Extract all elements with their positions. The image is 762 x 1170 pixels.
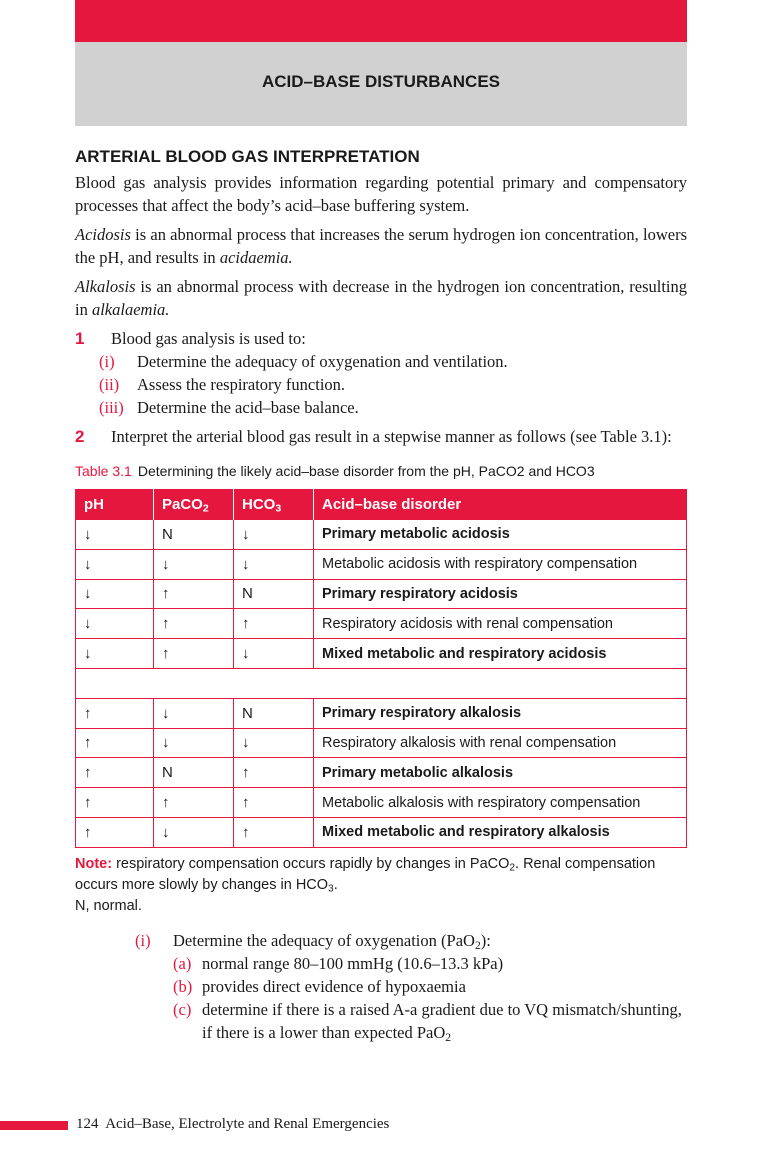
subitem-sub: 2 <box>445 1031 452 1044</box>
acidosis-term: Acidosis <box>75 225 131 244</box>
ph-cell: ↓ <box>76 609 154 639</box>
note-text: . Renal compensation occurs more slowly by changes in HCO <box>75 855 656 893</box>
ph-cell: ↓ <box>76 549 154 579</box>
table-row <box>76 520 687 550</box>
table-row <box>76 579 687 609</box>
table-caption-text: Determining the likely acid–base disorder from the pH, PaCO2 and HCO3 <box>137 463 595 479</box>
ph-cell: ↑ <box>76 698 154 728</box>
note-text: . <box>333 876 338 893</box>
header-hco3-sub: 3 <box>275 502 282 515</box>
alkalaemia-term: alkalaemia. <box>91 300 170 319</box>
list-item-1 <box>75 327 687 419</box>
running-footer <box>76 1116 389 1133</box>
disorder-cell: Metabolic acidosis with respiratory compensation <box>314 549 687 579</box>
header-paco2-text: PaCO <box>162 495 203 513</box>
list-item-1-text: Blood gas analysis is used to: <box>111 329 306 348</box>
subitem-marker: (b) <box>173 976 193 996</box>
note-abbreviation: N, normal. <box>75 897 142 914</box>
note-text: respiratory compensation occurs rapidly by changes in PaCO <box>112 855 510 872</box>
hco3-cell: ↑ <box>234 788 314 818</box>
sublist-item <box>75 396 687 419</box>
list-item-2 <box>75 425 687 448</box>
chapter-title: ACID–BASE DISTURBANCES <box>261 72 501 91</box>
table-spacer-row <box>76 668 687 698</box>
header-ph: pH <box>76 489 154 520</box>
table-row <box>76 639 687 669</box>
hco3-cell: ↓ <box>234 520 314 550</box>
hco3-cell: N <box>234 579 314 609</box>
acidosis-definition: is an abnormal process that increases the serum hydrogen ion concentration, lowers the pH, and results in <box>75 225 687 267</box>
table-row <box>76 758 687 788</box>
paco2-cell: ↑ <box>154 579 234 609</box>
disorder-cell: Respiratory alkalosis with renal compensation <box>314 728 687 758</box>
disorder-cell: Mixed metabolic and respiratory alkalosis <box>314 817 687 847</box>
oxygenation-subitem <box>75 952 687 975</box>
sublist-marker: (ii) <box>99 375 120 394</box>
paco2-cell: N <box>154 758 234 788</box>
paco2-cell: ↓ <box>154 817 234 847</box>
disorder-cell: Primary metabolic acidosis <box>314 520 687 550</box>
ph-cell: ↑ <box>76 817 154 847</box>
table-caption <box>75 462 687 480</box>
note-sub: 2 <box>509 862 516 874</box>
sublist-item <box>75 350 687 373</box>
sublist-text: Determine the acid–base balance. <box>137 398 359 417</box>
paco2-cell: N <box>154 520 234 550</box>
header-hco3 <box>234 489 314 520</box>
subitem-marker: (c) <box>173 999 192 1019</box>
oxygenation-list <box>75 929 687 1044</box>
note-sub: 3 <box>328 883 334 895</box>
paco2-cell: ↑ <box>154 788 234 818</box>
header-disorder: Acid–base disorder <box>314 489 687 520</box>
disorder-cell: Primary metabolic alkalosis <box>314 758 687 788</box>
oxygenation-sub: 2 <box>474 939 481 952</box>
purpose-sublist <box>75 350 687 419</box>
subitem-marker: (a) <box>173 953 192 973</box>
table-row <box>76 549 687 579</box>
table-row <box>76 788 687 818</box>
hco3-cell: ↑ <box>234 758 314 788</box>
page-content <box>75 146 687 1044</box>
ph-cell: ↑ <box>76 758 154 788</box>
sublist-marker: (iii) <box>99 398 124 417</box>
hco3-cell: ↑ <box>234 609 314 639</box>
ph-cell: ↓ <box>76 579 154 609</box>
ph-cell: ↑ <box>76 728 154 758</box>
hco3-cell: ↓ <box>234 549 314 579</box>
list-item-2-text: Interpret the arterial blood gas result in a stepwise manner as follows (see Table 3.1): <box>111 427 672 446</box>
oxygenation-text-end: ): <box>480 930 491 950</box>
oxygenation-text: Determine the adequacy of oxygenation (PaO <box>173 930 475 950</box>
header-hco3-text: HCO <box>242 495 276 513</box>
table-note <box>75 854 687 917</box>
acidaemia-term: acidaemia. <box>219 248 293 267</box>
table-header-row <box>76 489 687 520</box>
disorder-cell: Metabolic alkalosis with respiratory compensation <box>314 788 687 818</box>
sublist-text: Determine the adequacy of oxygenation and ventilation. <box>137 352 508 371</box>
header-accent-bar <box>75 0 687 42</box>
hco3-cell: ↓ <box>234 728 314 758</box>
paco2-cell: ↓ <box>154 728 234 758</box>
list-number-1: 1 <box>75 329 85 348</box>
intro-paragraph: Blood gas analysis provides information regarding potential primary and compensatory processes that affect the body’s acid–base buffering system. <box>75 173 687 215</box>
alkalosis-term: Alkalosis <box>75 277 136 296</box>
ph-cell: ↓ <box>76 639 154 669</box>
oxygenation-item <box>75 929 687 952</box>
spacer-cell <box>76 668 687 698</box>
disorder-cell: Respiratory acidosis with renal compensation <box>314 609 687 639</box>
subitem-text: determine if there is a raised A-a gradient due to VQ mismatch/shunting, if there is a lower than expected PaO <box>202 999 682 1042</box>
paco2-cell: ↓ <box>154 549 234 579</box>
subitem-text: provides direct evidence of hypoxaemia <box>202 976 466 996</box>
paco2-cell: ↑ <box>154 639 234 669</box>
table-row <box>76 817 687 847</box>
paco2-cell: ↑ <box>154 609 234 639</box>
acidosis-paragraph <box>75 223 687 269</box>
running-title: Acid–Base, Electrolyte and Renal Emergencies <box>105 1116 390 1132</box>
disorder-cell: Primary respiratory alkalosis <box>314 698 687 728</box>
note-label: Note: <box>75 855 113 872</box>
header-paco2-sub: 2 <box>202 502 209 515</box>
alkalosis-definition: is an abnormal process with decrease in the hydrogen ion concentration, resulting in <box>75 277 687 319</box>
section-heading: ARTERIAL BLOOD GAS INTERPRETATION <box>75 147 420 166</box>
sublist-marker: (i) <box>99 352 115 371</box>
hco3-cell: ↓ <box>234 639 314 669</box>
footer-accent-bar <box>0 1121 68 1130</box>
disorder-cell: Mixed metabolic and respiratory acidosis <box>314 639 687 669</box>
list-number-2: 2 <box>75 427 85 446</box>
hco3-cell: N <box>234 698 314 728</box>
table-row <box>76 728 687 758</box>
sublist-item <box>75 373 687 396</box>
ph-cell: ↓ <box>76 520 154 550</box>
disorder-cell: Primary respiratory acidosis <box>314 579 687 609</box>
ph-cell: ↑ <box>76 788 154 818</box>
oxygenation-subitem <box>75 998 687 1044</box>
paco2-cell: ↓ <box>154 698 234 728</box>
header-paco2 <box>154 489 234 520</box>
oxygenation-subitem <box>75 975 687 998</box>
sublist-text: Assess the respiratory function. <box>137 375 346 394</box>
acid-base-table <box>75 489 687 848</box>
alkalosis-paragraph <box>75 275 687 321</box>
table-row <box>76 609 687 639</box>
table-row <box>76 698 687 728</box>
page-number: 124 <box>76 1116 99 1132</box>
hco3-cell: ↑ <box>234 817 314 847</box>
oxygenation-marker: (i) <box>135 930 151 950</box>
table-caption-label: Table 3.1 <box>75 463 132 479</box>
subitem-text: normal range 80–100 mmHg (10.6–13.3 kPa) <box>202 953 504 973</box>
